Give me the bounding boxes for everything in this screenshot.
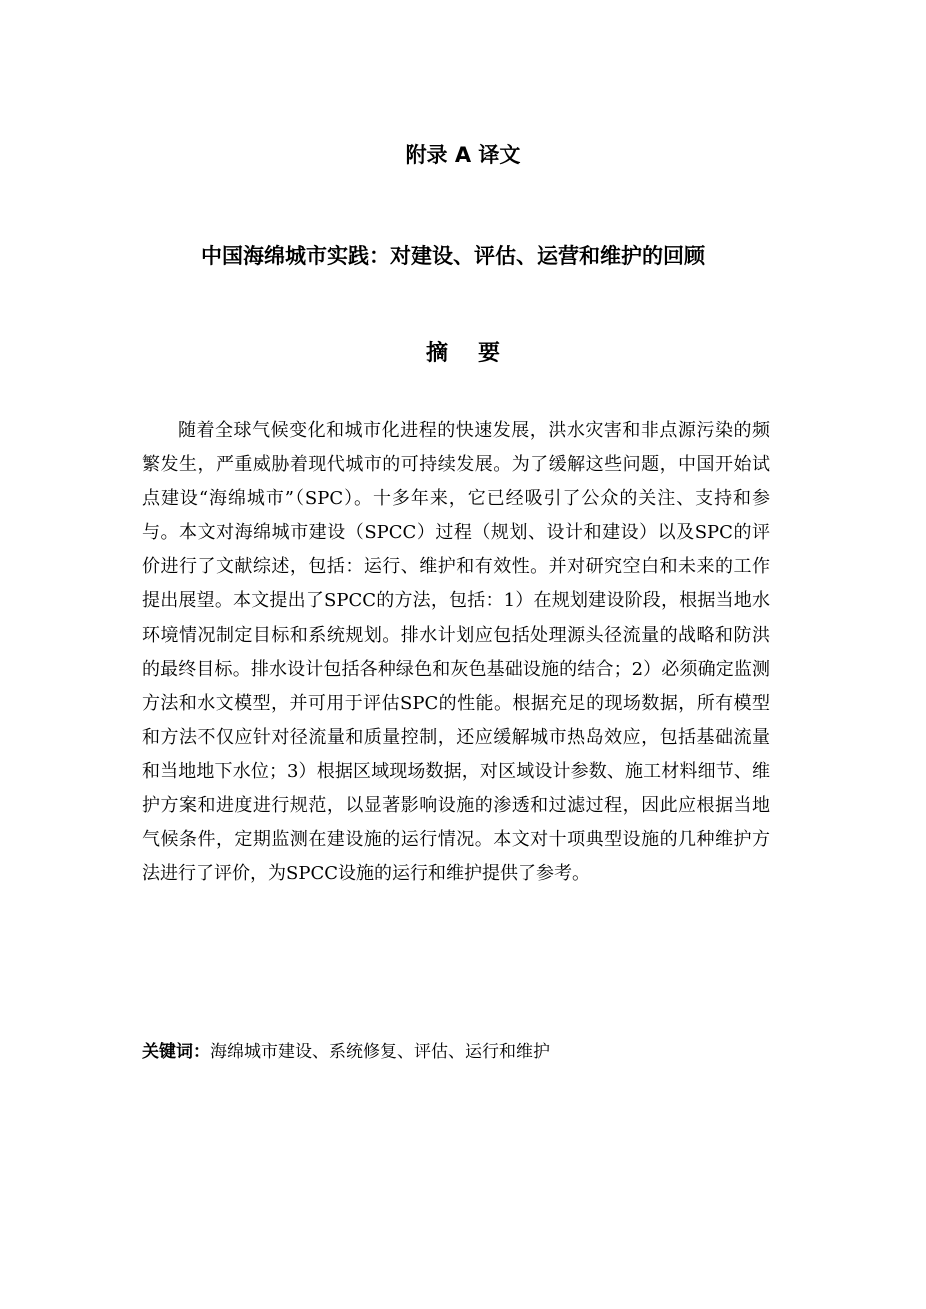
keywords-line bbox=[142, 1037, 782, 1067]
keywords-value: 海绵城市建设、系统修复、评估、运行和维护 bbox=[210, 1042, 550, 1062]
appendix-heading: 附录 A 译文 bbox=[405, 143, 521, 167]
keywords-label: 关键词： bbox=[142, 1042, 210, 1062]
abstract-body: 随着全球气候变化和城市化进程的快速发展，洪水灾害和非点源污染的频繁发生，严重威胁着现代城市的可持续发展。为了缓解这些问题，中国开始试点建设“海绵城市”（SPC）。十多年来，它已经吸引了公众的关注、支持和参与。本文对海绵城市建设（SPCC）过程（规划、设计和建设）以及SPC的评价进行了文献综述，包括：运行、维护和有效性。并对研究空白和未来的工作提出展望。本文提出了SPCC的方法，包括：1）在规划建设阶段，根据当地水环境情况制定目标和系统规划。排水计划应包括处理源头径流量的战略和防洪的最终目标。排水设计包括各种绿色和灰色基础设施的结合；2）必须确定监测方法和水文模型，并可用于评估SPC的性能。根据充足的现场数据，所有模型和方法不仅应针对径流量和质量控制，还应缓解城市热岛效应，包括基础流量和当地地下水位；3）根据区域现场数据，对区域设计参数、施工材料细节、维护方案和进度进行规范，以显著影响设施的渗透和过滤过程，因此应根据当地气候条件，定期监测在建设施的运行情况。本文对十项典型设施的几种维护方法进行了评价，为SPCC设施的运行和维护提供了参考。 bbox=[142, 420, 770, 885]
paper-title: 中国海绵城市实践：对建设、评估、运营和维护的回顾 bbox=[201, 244, 705, 268]
abstract-heading: 摘要 bbox=[425, 341, 530, 366]
